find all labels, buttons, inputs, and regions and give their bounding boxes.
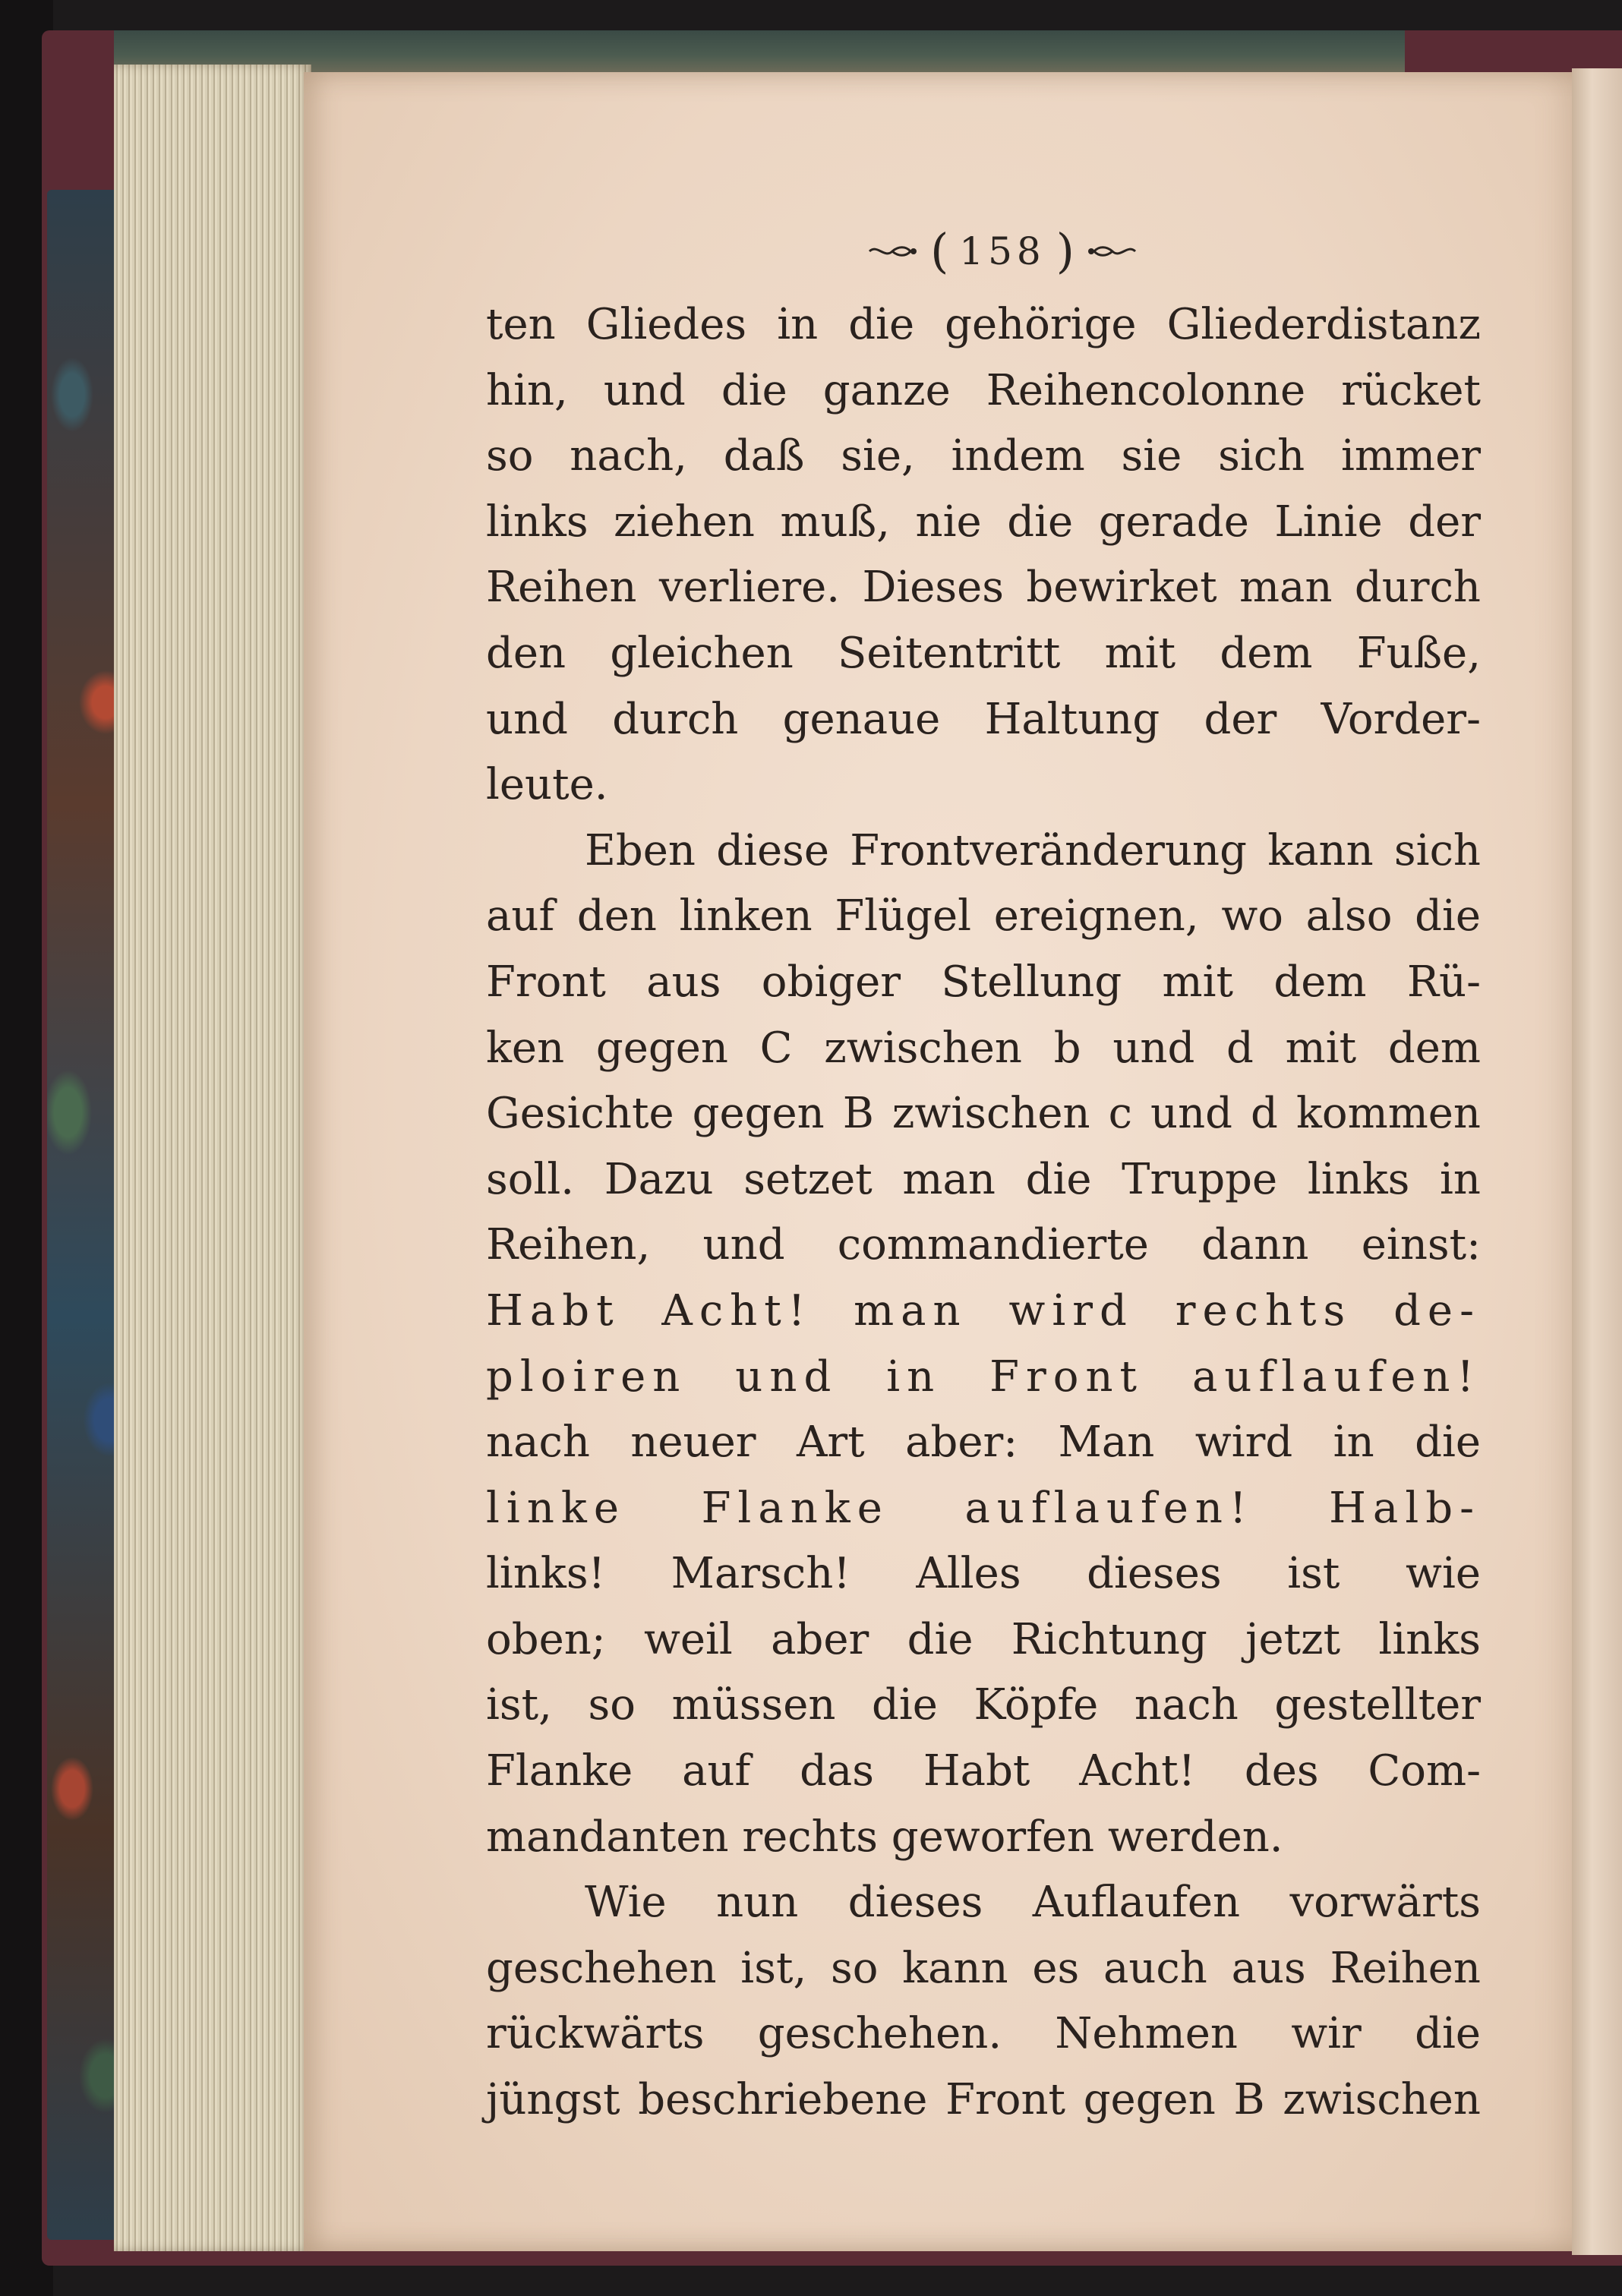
body-text: [486, 292, 1481, 2134]
text-line: rückwärts geschehen. Nehmen wir die: [486, 2009, 1481, 2059]
text-line: Reihen verliere. Dieses bewirket man durch: [486, 563, 1481, 613]
text-line: links ziehen muß, nie die gerade Linie der: [486, 497, 1481, 547]
text-line: geschehen ist, so kann es auch aus Reihen: [486, 1943, 1481, 1993]
text-line: mandanten rechts geworfen werden.: [486, 1812, 1283, 1862]
text-line: soll. Dazu setzet man die Truppe links in: [486, 1154, 1481, 1204]
text-line: auf den linken Flügel ereignen, wo also die: [486, 891, 1481, 941]
text-line: ten Gliedes in die gehörige Gliederdistanz: [486, 300, 1481, 349]
right-paren: ): [1056, 223, 1074, 279]
text-line: linke Flanke auflaufen! Halb-: [486, 1483, 1481, 1533]
text-line: ploiren und in Front auflaufen!: [486, 1351, 1481, 1402]
text-line: links! Marsch! Alles dieses ist wie: [486, 1549, 1481, 1599]
page-header: [820, 223, 1185, 279]
left-ornament-icon: [866, 240, 920, 263]
text-line: Eben diese Frontveränderung kann sich: [585, 825, 1481, 875]
text-line: so nach, daß sie, indem sie sich immer: [486, 431, 1481, 481]
text-line: Wie nun dieses Auflaufen vorwärts: [585, 1878, 1481, 1928]
text-line: oben; weil aber die Richtung jetzt links: [486, 1614, 1481, 1664]
page-gutter: [1572, 68, 1622, 2255]
text-line: Flanke auf das Habt Acht! des Com-: [486, 1746, 1481, 1796]
text-line: ken gegen C zwischen b und d mit dem: [486, 1023, 1481, 1073]
text-line: nach neuer Art aber: Man wird in die: [486, 1418, 1481, 1468]
text-line: leute.: [486, 760, 608, 810]
left-paren: (: [930, 223, 949, 279]
text-line: und durch genaue Haltung der Vorder-: [486, 694, 1481, 744]
text-line: Habt Acht! man wird rechts de-: [486, 1285, 1481, 1336]
page-block-edges: [114, 65, 311, 2251]
text-line: den gleichen Seitentritt mit dem Fuße,: [486, 628, 1481, 678]
right-ornament-icon: [1085, 240, 1138, 263]
text-line: ist, so müssen die Köpfe nach gestellter: [486, 1680, 1481, 1730]
text-line: Reihen, und commandierte dann einst:: [486, 1220, 1481, 1270]
text-line: jüngst beschriebene Front gegen B zwischen: [486, 2075, 1481, 2125]
page-number: 158: [959, 229, 1046, 273]
text-line: hin, und die ganze Reihencolonne rücket: [486, 365, 1481, 415]
text-line: Gesichte gegen B zwischen c und d kommen: [486, 1089, 1481, 1139]
text-line: Front aus obiger Stellung mit dem Rü-: [486, 957, 1481, 1007]
